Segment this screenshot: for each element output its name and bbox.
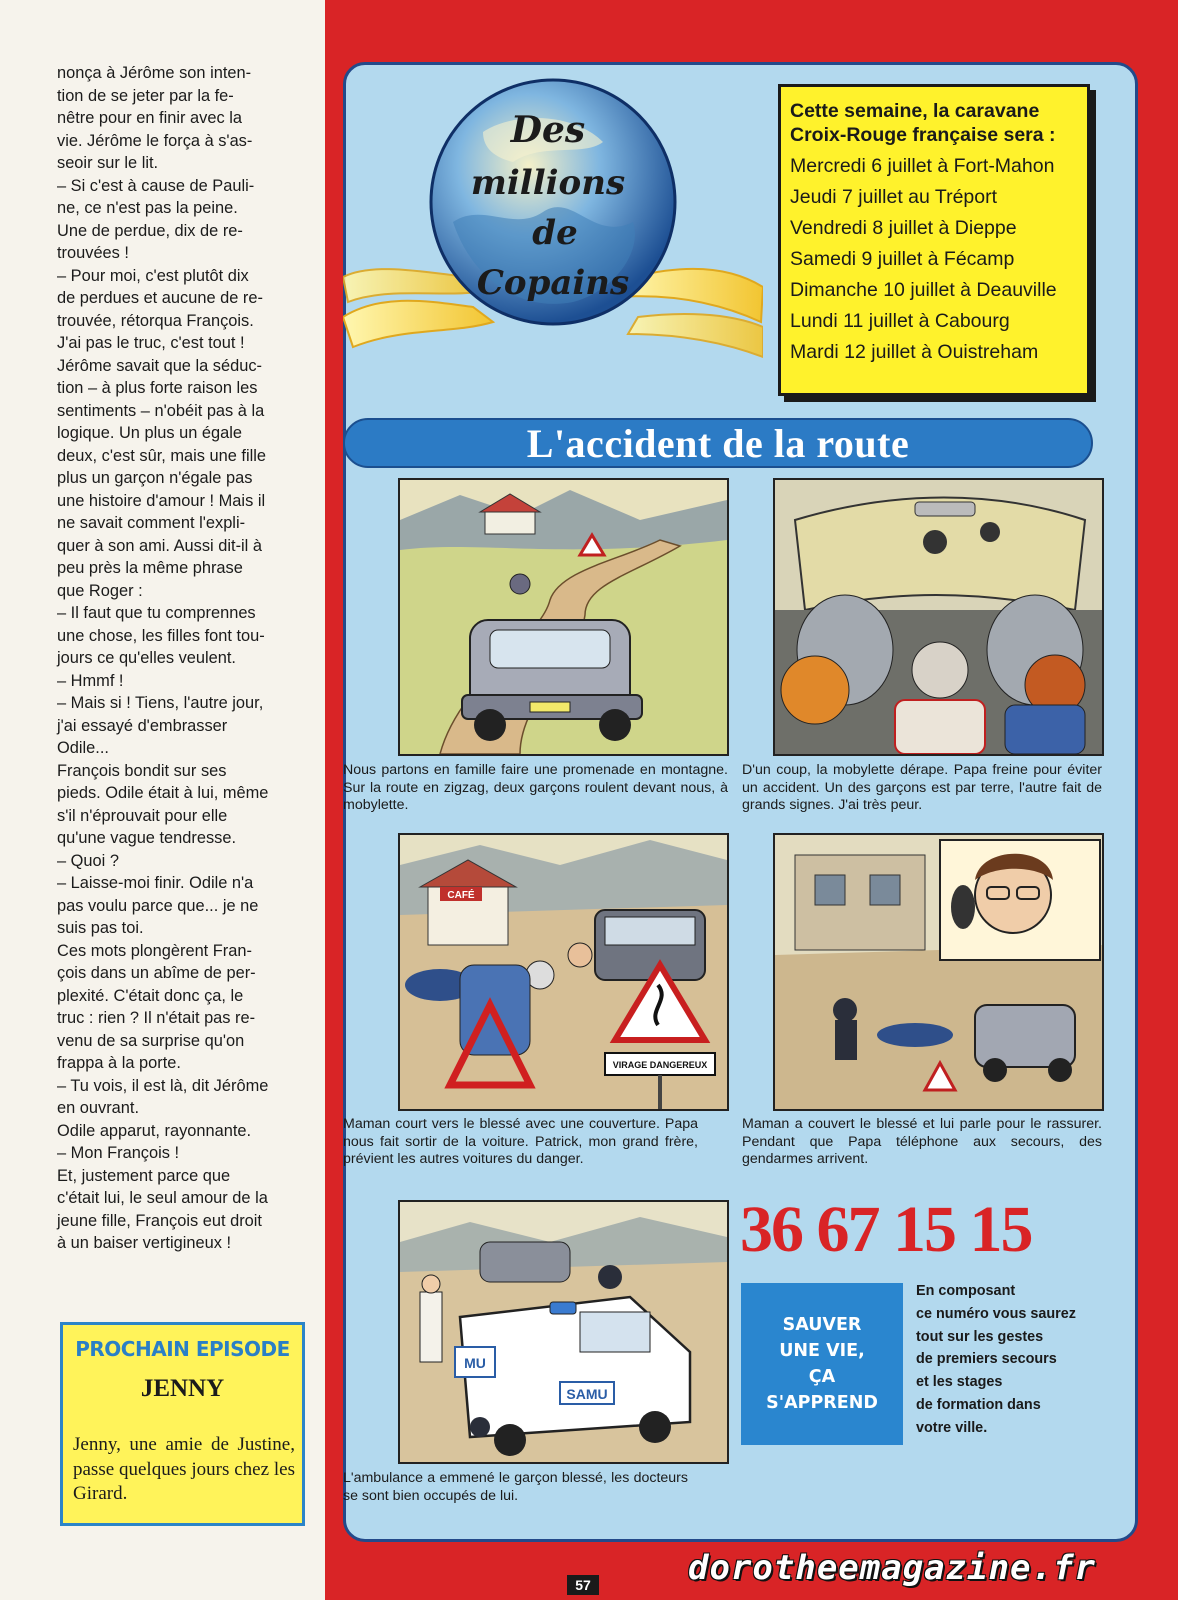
story-line: tion de se jeter par la fe- — [57, 86, 234, 105]
phone-number: 36 67 15 15 — [740, 1193, 1032, 1266]
story-line: c'était lui, le seul amour de la — [57, 1189, 268, 1207]
logo-line-1: Des — [510, 109, 586, 151]
next-episode-box — [60, 1322, 305, 1526]
comic-illustration-2 — [775, 480, 1102, 754]
cta-description — [916, 1280, 1101, 1440]
cta-desc-line: et les stages — [916, 1374, 1003, 1391]
cta-desc-line: de formation dans — [916, 1396, 1041, 1413]
schedule-list — [790, 151, 1087, 368]
schedule-item: Jeudi 7 juillet au Tréport — [790, 186, 998, 208]
story-line: une histoire d'amour ! Mais il — [57, 491, 266, 510]
story-line: François bondit sur ses — [57, 761, 227, 780]
cta-line-3: ÇA — [808, 1367, 836, 1387]
story-line: j'ai essayé d'embrasser — [57, 716, 228, 735]
comic-illustration-3 — [400, 835, 727, 1109]
story-line: trouvée, rétorqua François. — [57, 311, 254, 330]
cta-line-1: SAUVER — [782, 1315, 862, 1335]
left-column — [0, 0, 325, 1600]
logo-line-3: de — [532, 213, 578, 253]
comic-caption-1: Nous partons en famille faire une promenade en montagne. Sur la route en zigzag, deux garçons roulent devant nous, à mobylette. — [343, 762, 728, 813]
story-line: tion – à plus forte raison les — [57, 379, 258, 397]
story-line: plexité. C'était donc ça, le — [57, 986, 244, 1005]
story-line: Et, justement parce que — [57, 1166, 231, 1185]
story-line: – Pour moi, c'est plutôt dix — [57, 266, 249, 285]
article-title: L'accident de la route — [526, 421, 910, 466]
cta-line-4: S'APPREND — [766, 1393, 878, 1413]
story-line: jours ce qu'elles veulent. — [57, 649, 236, 667]
story-line: – Laisse-moi finir. Odile n'a — [57, 874, 254, 892]
story-line: ne, ce n'est pas la peine. — [57, 199, 238, 217]
cta-desc-line: votre ville. — [916, 1419, 988, 1436]
story-line: logique. Un plus un égale — [57, 424, 242, 442]
schedule-item: Lundi 11 juillet à Cabourg — [790, 310, 1010, 332]
story-line: Jérôme savait que la séduc- — [57, 356, 262, 375]
story-line: deux, c'est sûr, mais une fille — [57, 446, 267, 465]
next-episode-text: Jenny, une amie de Justine, passe quelques jours chez les Girard. — [73, 1434, 295, 1504]
comic-panel-3 — [398, 833, 729, 1111]
story-line: seoir sur le lit. — [57, 154, 159, 172]
story-line: vie. Jérôme le força à s'as- — [57, 131, 253, 150]
cta-desc-line: En composant — [916, 1283, 1016, 1299]
story-line: Ces mots plongèrent Fran- — [57, 941, 252, 960]
comic-panel-1 — [398, 478, 729, 756]
van-side-text: MU — [464, 1355, 486, 1371]
story-line: – Si c'est à cause de Pauli- — [57, 176, 255, 195]
des-millions-de-copains-logo — [343, 72, 763, 372]
cta-desc-line: ce numéro vous saurez — [916, 1305, 1076, 1322]
title-banner — [343, 418, 1093, 468]
story-line: çois dans un abîme de per- — [57, 964, 256, 982]
road-sign-text: VIRAGE DANGEREUX — [612, 1060, 708, 1070]
story-line: de perdues et aucune de re- — [57, 289, 263, 307]
story-line: Odile... — [57, 739, 109, 757]
story-line: nonça à Jérôme son inten- — [57, 64, 252, 82]
story-line: en ouvrant. — [57, 1099, 140, 1117]
story-line: venu de sa surprise qu'on — [57, 1031, 245, 1050]
story-line: nêtre pour en finir avec la — [57, 109, 242, 127]
logo-line-2: millions — [470, 163, 626, 203]
story-line: – Tu vois, il est là, dit Jérôme — [57, 1076, 269, 1095]
schedule-title-line-1: Cette semaine, la caravane — [790, 100, 1040, 122]
story-line: plus un garçon n'égale pas — [57, 469, 253, 487]
story-line: ne savait comment l'expli- — [57, 514, 246, 532]
story-line: s'il n'éprouvait pour elle — [57, 806, 228, 825]
comic-illustration-1 — [400, 480, 727, 754]
cta-line-2: UNE VIE, — [779, 1341, 865, 1361]
story-line: quer à son ami. Aussi dit-il à — [57, 536, 262, 555]
schedule-item: Mardi 12 juillet à Ouistreham — [790, 341, 1039, 363]
story-line: – Mais si ! Tiens, l'autre jour, — [57, 694, 264, 712]
story-line: J'ai pas le truc, c'est tout ! — [57, 334, 245, 352]
save-a-life-text — [766, 1312, 878, 1416]
story-line: – Mon François ! — [57, 1144, 180, 1162]
next-episode-heading: PROCHAIN EPISODE — [75, 1337, 290, 1361]
story-line: Une de perdue, dix de re- — [57, 221, 243, 240]
cafe-sign-text: CAFÉ — [447, 890, 475, 901]
caravan-schedule-box — [778, 84, 1090, 396]
comic-caption-5: L'ambulance a emmené le garçon blessé, les docteurs se sont bien occupés de lui. — [343, 1470, 688, 1504]
story-line: à un baiser vertigineux ! — [57, 1234, 232, 1252]
story-line: Odile apparut, rayonnante. — [57, 1121, 252, 1140]
story-line: sentiments – n'obéit pas à la — [57, 401, 265, 420]
story-text — [57, 62, 307, 1255]
comic-caption-2: D'un coup, la mobylette dérape. Papa freine pour éviter un accident. Un des garçons est par terre, l'autre fait de grands signes. J'ai très peur. — [742, 762, 1102, 813]
story-line: frappa à la porte. — [57, 1054, 181, 1072]
story-line: pieds. Odile était à lui, même — [57, 784, 269, 802]
schedule-title-line-2: Croix-Rouge française sera : — [790, 124, 1056, 146]
story-line: – Hmmf ! — [57, 671, 124, 690]
story-line: trouvées ! — [57, 244, 129, 262]
story-line: une chose, les filles font tou- — [57, 626, 265, 645]
site-watermark: dorotheemagazine.fr — [688, 1548, 1096, 1588]
comic-panel-2 — [773, 478, 1104, 756]
logo-line-4: Copains — [476, 263, 630, 303]
comic-illustration-5 — [400, 1202, 727, 1462]
comic-panel-4 — [773, 833, 1104, 1111]
schedule-item: Mercredi 6 juillet à Fort-Mahon — [790, 155, 1055, 177]
comic-caption-3: Maman court vers le blessé avec une couverture. Papa nous fait sortir de la voiture. Patrick, mon grand frère, prévient les autres voitures du danger. — [343, 1116, 698, 1167]
comic-illustration-4 — [775, 835, 1102, 1109]
van-label-text: SAMU — [566, 1386, 608, 1402]
schedule-item: Dimanche 10 juillet à Deauville — [790, 279, 1057, 301]
save-a-life-box — [741, 1283, 903, 1445]
next-episode-name: JENNY — [140, 1375, 225, 1402]
cta-desc-line: tout sur les gestes — [916, 1328, 1044, 1345]
schedule-title — [790, 99, 1087, 147]
schedule-item: Samedi 9 juillet à Fécamp — [790, 248, 1015, 270]
story-line: – Quoi ? — [57, 851, 119, 870]
page-number: 57 — [567, 1575, 599, 1595]
story-line: jeune fille, François eut droit — [57, 1211, 262, 1230]
story-line: peu près la même phrase — [57, 559, 243, 577]
story-line: que Roger : — [57, 581, 143, 600]
story-line: suis pas toi. — [57, 919, 144, 937]
story-line: pas voulu parce que... je ne — [57, 896, 259, 915]
story-line: – Il faut que tu comprennes — [57, 604, 256, 622]
cta-desc-line: de premiers secours — [916, 1351, 1057, 1368]
comic-panel-5 — [398, 1200, 729, 1464]
schedule-item: Vendredi 8 juillet à Dieppe — [790, 217, 1017, 239]
story-line: truc : rien ? Il n'était pas re- — [57, 1009, 256, 1027]
comic-caption-4: Maman a couvert le blessé et lui parle pour le rassurer. Pendant que Papa téléphone aux secours, des gendarmes arrivent. — [742, 1116, 1102, 1167]
story-line: qu'une vague tendresse. — [57, 829, 237, 847]
